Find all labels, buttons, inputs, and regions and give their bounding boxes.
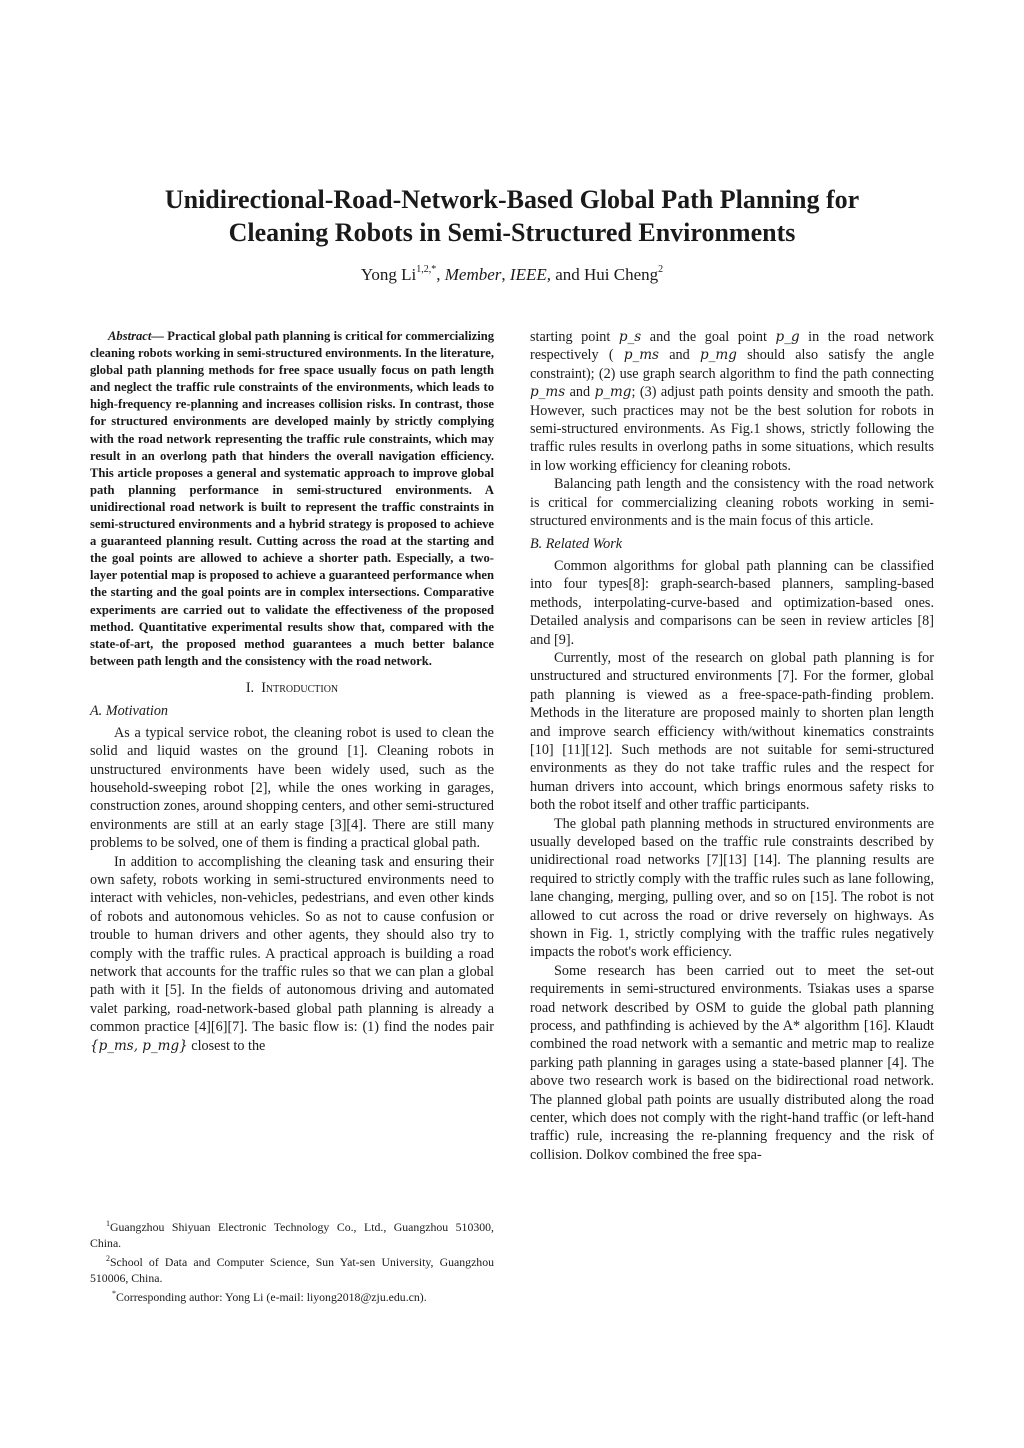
left-column bbox=[90, 328, 494, 1055]
footnote-2-text: School of Data and Computer Science, Sun Yat-sen University, Guangzhou 510006, China. bbox=[90, 1254, 494, 1285]
paragraph-text: ; (3) adjust path points density and smooth the path. However, such practices may not be the best solution for robots in semi-structured environments. As Fig.1 shows, strictly following the traffic rules results in overlong paths in some situations, which results in low working efficiency for cleaning robots. bbox=[530, 384, 934, 474]
paper-title bbox=[80, 183, 944, 249]
title-line-2: Cleaning Robots in Semi-Structured Environments bbox=[228, 218, 796, 247]
paragraph-related-2: Currently, most of the research on global path planning is for unstructured and structured environments [7]. For the former, global path planning is viewed as a free-space-path-finding problem. Methods in the literature are proposed mainly to shorten plan length and improve search efficiency with/without kinematics constraints [10] [11][12]. Such methods are not suitable for semi-structured environments as they do not take traffic rules and the respect for human drivers into account, which brings enormous safety risks to both the robot itself and other traffic participants. bbox=[530, 649, 934, 814]
subsection-heading-motivation: A. Motivation bbox=[90, 703, 169, 720]
paragraph-related-1: Common algorithms for global path planning can be classified into four types[8]: graph-search-based planners, sampling-based methods, interpolating-curve-based and optimization-based ones. Detailed analysis and comparisons can be seen in review articles [8] and [9]. bbox=[530, 557, 934, 648]
subsection-heading-related-work: B. Related Work bbox=[530, 536, 623, 553]
abstract bbox=[90, 328, 494, 670]
paragraph-text: starting point bbox=[530, 329, 619, 345]
math-pmg-2: p_mg bbox=[594, 384, 632, 401]
author-1-affiliation: 1,2,* bbox=[416, 264, 437, 276]
paragraph-motivation-2 bbox=[90, 853, 494, 1055]
math-pms-2: p_ms bbox=[530, 384, 566, 401]
math-ps: p_s bbox=[618, 329, 642, 345]
author-line bbox=[80, 264, 944, 286]
math-node-pair: {p_ms, p_mg} bbox=[90, 1037, 188, 1054]
author-name-1: Yong Li bbox=[360, 265, 417, 284]
math-pg: p_g bbox=[775, 329, 800, 345]
title-line-1: Unidirectional-Road-Network-Based Global Path Planning for bbox=[164, 185, 860, 214]
footnotes bbox=[90, 1216, 494, 1305]
author-role: Member bbox=[444, 265, 502, 284]
section-number: I. bbox=[245, 679, 255, 696]
footnote-2-mark: 2 bbox=[106, 1253, 110, 1263]
footnote-1-text: Guangzhou Shiyuan Electronic Technology Co., Ltd., Guangzhou 510300, China. bbox=[90, 1219, 494, 1250]
right-column bbox=[530, 328, 934, 1164]
paragraph-related-3: The global path planning methods in structured environments are usually developed based on the traffic rule constraints described by unidirectional road networks [7][13] [14]. The planning results are required to strictly comply with the traffic rules such as lane following, lane changing, merging, pulling over, and so on [15]. The robot is not allowed to cut across the road or drive reversely on highways. As shown in Fig. 1, strictly complying with the traffic rules negatively impacts the robot's work efficiency. bbox=[530, 815, 934, 961]
paragraph-text: in the road network respectively ( bbox=[530, 329, 934, 364]
paragraph-text: and bbox=[658, 347, 700, 364]
paragraph-motivation-1: As a typical service robot, the cleaning robot is used to clean the solid and liquid wastes on the ground [1]. Cleaning robots in unstructured environments have been widely used, such as the household-sweeping robot [2], while the ones working in garages, construction zones, around shopping centers, and other semi-structured environments are still at an early stage [3][4]. There are still many problems to be solved, one of them is finding a practical global path. bbox=[90, 724, 494, 852]
paragraph-text: and bbox=[565, 384, 595, 401]
math-pms: p_ms bbox=[623, 347, 659, 364]
abstract-text: Practical global path planning is critical for commercializing cleaning robots working in semi-structured environments. In the literature, global path planning methods for free space usually focus on path length and neglect the traffic rule constraints of the environments, which leads to high-frequency re-planning and increases collision risks. In contrast, those for structured environments are developed mainly by strictly complying with the road network representing the traffic rule constraints, which may result in an overlong path that hinders the overall navigation efficiency. This article proposes a general and systematic approach to improve global path planning performance in semi-structured environments. A unidirectional road network is built to represent the traffic constraints in semi-structured environments and a hybrid strategy is proposed to achieve a guaranteed planning result. Cutting across the road at the starting and the goal points are allowed to achieve a shorter path. Especially, a two-layer potential map is proposed to achieve a guaranteed performance when the starting and the goal points are in complex intersections. Comparative experiments are carried out to validate the effectiveness of the proposed method. Quantitative experimental results show that, compared with the state-of-art, the proposed method guarantees a much better balance between path length and the consistency with the road network. bbox=[90, 329, 494, 668]
paragraph-balancing: Balancing path length and the consistency with the road network is critical for commercializing cleaning robots working in semi-structured environments and is the main focus of this article. bbox=[530, 476, 934, 530]
abstract-label: Abstract— bbox=[108, 329, 164, 343]
footnote-1 bbox=[90, 1216, 494, 1251]
footnote-1-mark: 1 bbox=[106, 1219, 110, 1228]
paragraph-text: and the goal point bbox=[641, 329, 776, 345]
section-heading-introduction bbox=[90, 679, 494, 697]
math-pmg: p_mg bbox=[700, 347, 737, 364]
paragraph-text-end: closest to the bbox=[187, 1037, 266, 1054]
author-separator: , bbox=[436, 265, 445, 284]
author-org: IEEE, bbox=[509, 265, 551, 284]
footnote-2 bbox=[90, 1251, 494, 1286]
paragraph-related-4: Some research has been carried out to meet the set-out requirements in semi-structured environments. Tsiakas uses a sparse road network described by OSM to guide the global path planning process, and pathfinding is achieved by the A* algorithm [16]. Klaudt combined the road network with a semantic and metric map to realize parking path planning in garages using a state-based planner [4]. The above two research work is based on the bidirectional road network. The planned global path points are usually distributed along the road center, which does not comply with the right-hand traffic (or left-hand traffic) rule, increasing the re-planning frequency and the risk of collision. Dolkov combined the free spa- bbox=[530, 962, 934, 1163]
author-name-2: and Hui Cheng bbox=[550, 265, 659, 284]
author-separator-2: , bbox=[501, 265, 510, 284]
footnote-3-text: Corresponding author: Yong Li (e-mail: liyong2018@zju.edu.cn). bbox=[116, 1289, 427, 1304]
paragraph-continued bbox=[530, 328, 934, 475]
author-2-affiliation: 2 bbox=[658, 264, 664, 276]
footnote-3-mark: * bbox=[112, 1288, 116, 1298]
paragraph-text: In addition to accomplishing the cleaning task and ensuring their own safety, robots working in semi-structured environments need to interact with vehicles, non-vehicles, pedestrians, and even other kinds of robots and autonomous vehicles. So as not to cause confusion or trouble to human drivers and other agents, they should also try to comply with the traffic rules. A practical approach is building a road network that accounts for the traffic rules so that we can plan a global path with it [5]. In the fields of autonomous driving and automated valet parking, road-network-based global path planning is already a common practice [4][6][7]. The basic flow is: (1) find the nodes pair bbox=[90, 853, 494, 1036]
footnote-3 bbox=[90, 1286, 494, 1305]
section-title: Introduction bbox=[261, 679, 339, 696]
paragraph-text: should also satisfy the angle constraint); (2) use graph search algorithm to find the path connecting bbox=[530, 347, 935, 382]
